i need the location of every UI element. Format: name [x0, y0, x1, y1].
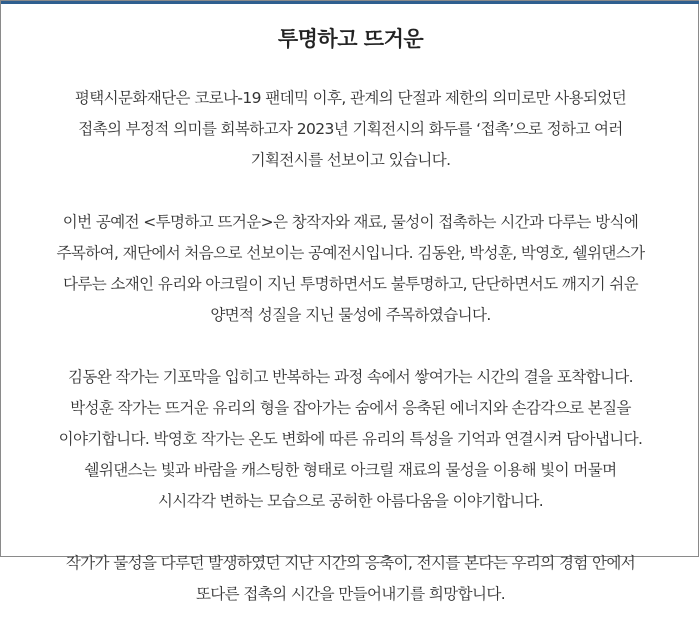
text-line: 평택시문화재단은 코로나-19 팬데믹 이후, 관계의 단절과 제한의 의미로만 사용되었던 — [74, 89, 627, 107]
text-line: 양면적 성질을 지닌 물성에 주목하였습니다. — [210, 306, 491, 324]
page-title: 투명하고 뜨거운 — [277, 27, 424, 51]
text-line: 또다른 접촉의 시간을 만들어내기를 희망합니다. — [195, 585, 506, 603]
text-line: 이번 공예전 <투명하고 뜨거운>은 창작자와 재료, 물성이 접촉하는 시간과 다루는 방식에 — [62, 213, 639, 231]
paragraph-intro — [9, 83, 692, 176]
text-line: 다루는 소재인 유리와 아크릴이 지닌 투명하면서도 불투명하고, 단단하면서도 깨지기 쉬운 — [62, 275, 639, 293]
text-line: 작가가 물성을 다루던 발생하였던 지난 시간의 응축이, 전시를 본다는 우리의 경험 안에서 — [65, 554, 636, 572]
top-accent-rule — [1, 1, 699, 4]
text-line: 시시각각 변하는 모습으로 공허한 아름다움을 이야기합니다. — [157, 492, 544, 510]
text-line: 접촉의 부정적 의미를 회복하고자 2023년 기획전시의 화두를 ‘접촉’으로 정하고 여러 — [78, 120, 623, 138]
text-line: 김동완 작가는 기포막을 입히고 반복하는 과정 속에서 쌓여가는 시간의 결을 포착합니다. — [67, 368, 634, 386]
text-line: 쉘위댄스는 빛과 바람을 캐스팅한 형태로 아크릴 재료의 물성을 이용해 빛이 머물며 — [84, 461, 617, 479]
paragraph-closing — [9, 548, 692, 610]
paragraph-artists — [9, 362, 692, 517]
text-line: 주목하여, 재단에서 처음으로 선보이는 공예전시입니다. 김동완, 박성훈, 박영호, 쉘위댄스가 — [56, 244, 645, 262]
text-line: 기획전시를 선보이고 있습니다. — [250, 151, 451, 169]
text-line: 이야기합니다. 박영호 작가는 온도 변화에 따른 유리의 특성을 기억과 연결시켜 담아냅니다. — [58, 430, 643, 448]
description-body — [9, 83, 692, 641]
text-line: 박성훈 작가는 뜨거운 유리의 형을 잡아가는 숨에서 응축된 에너지와 손감각으로 본질을 — [70, 399, 631, 417]
paragraph-exhibition — [9, 207, 692, 331]
